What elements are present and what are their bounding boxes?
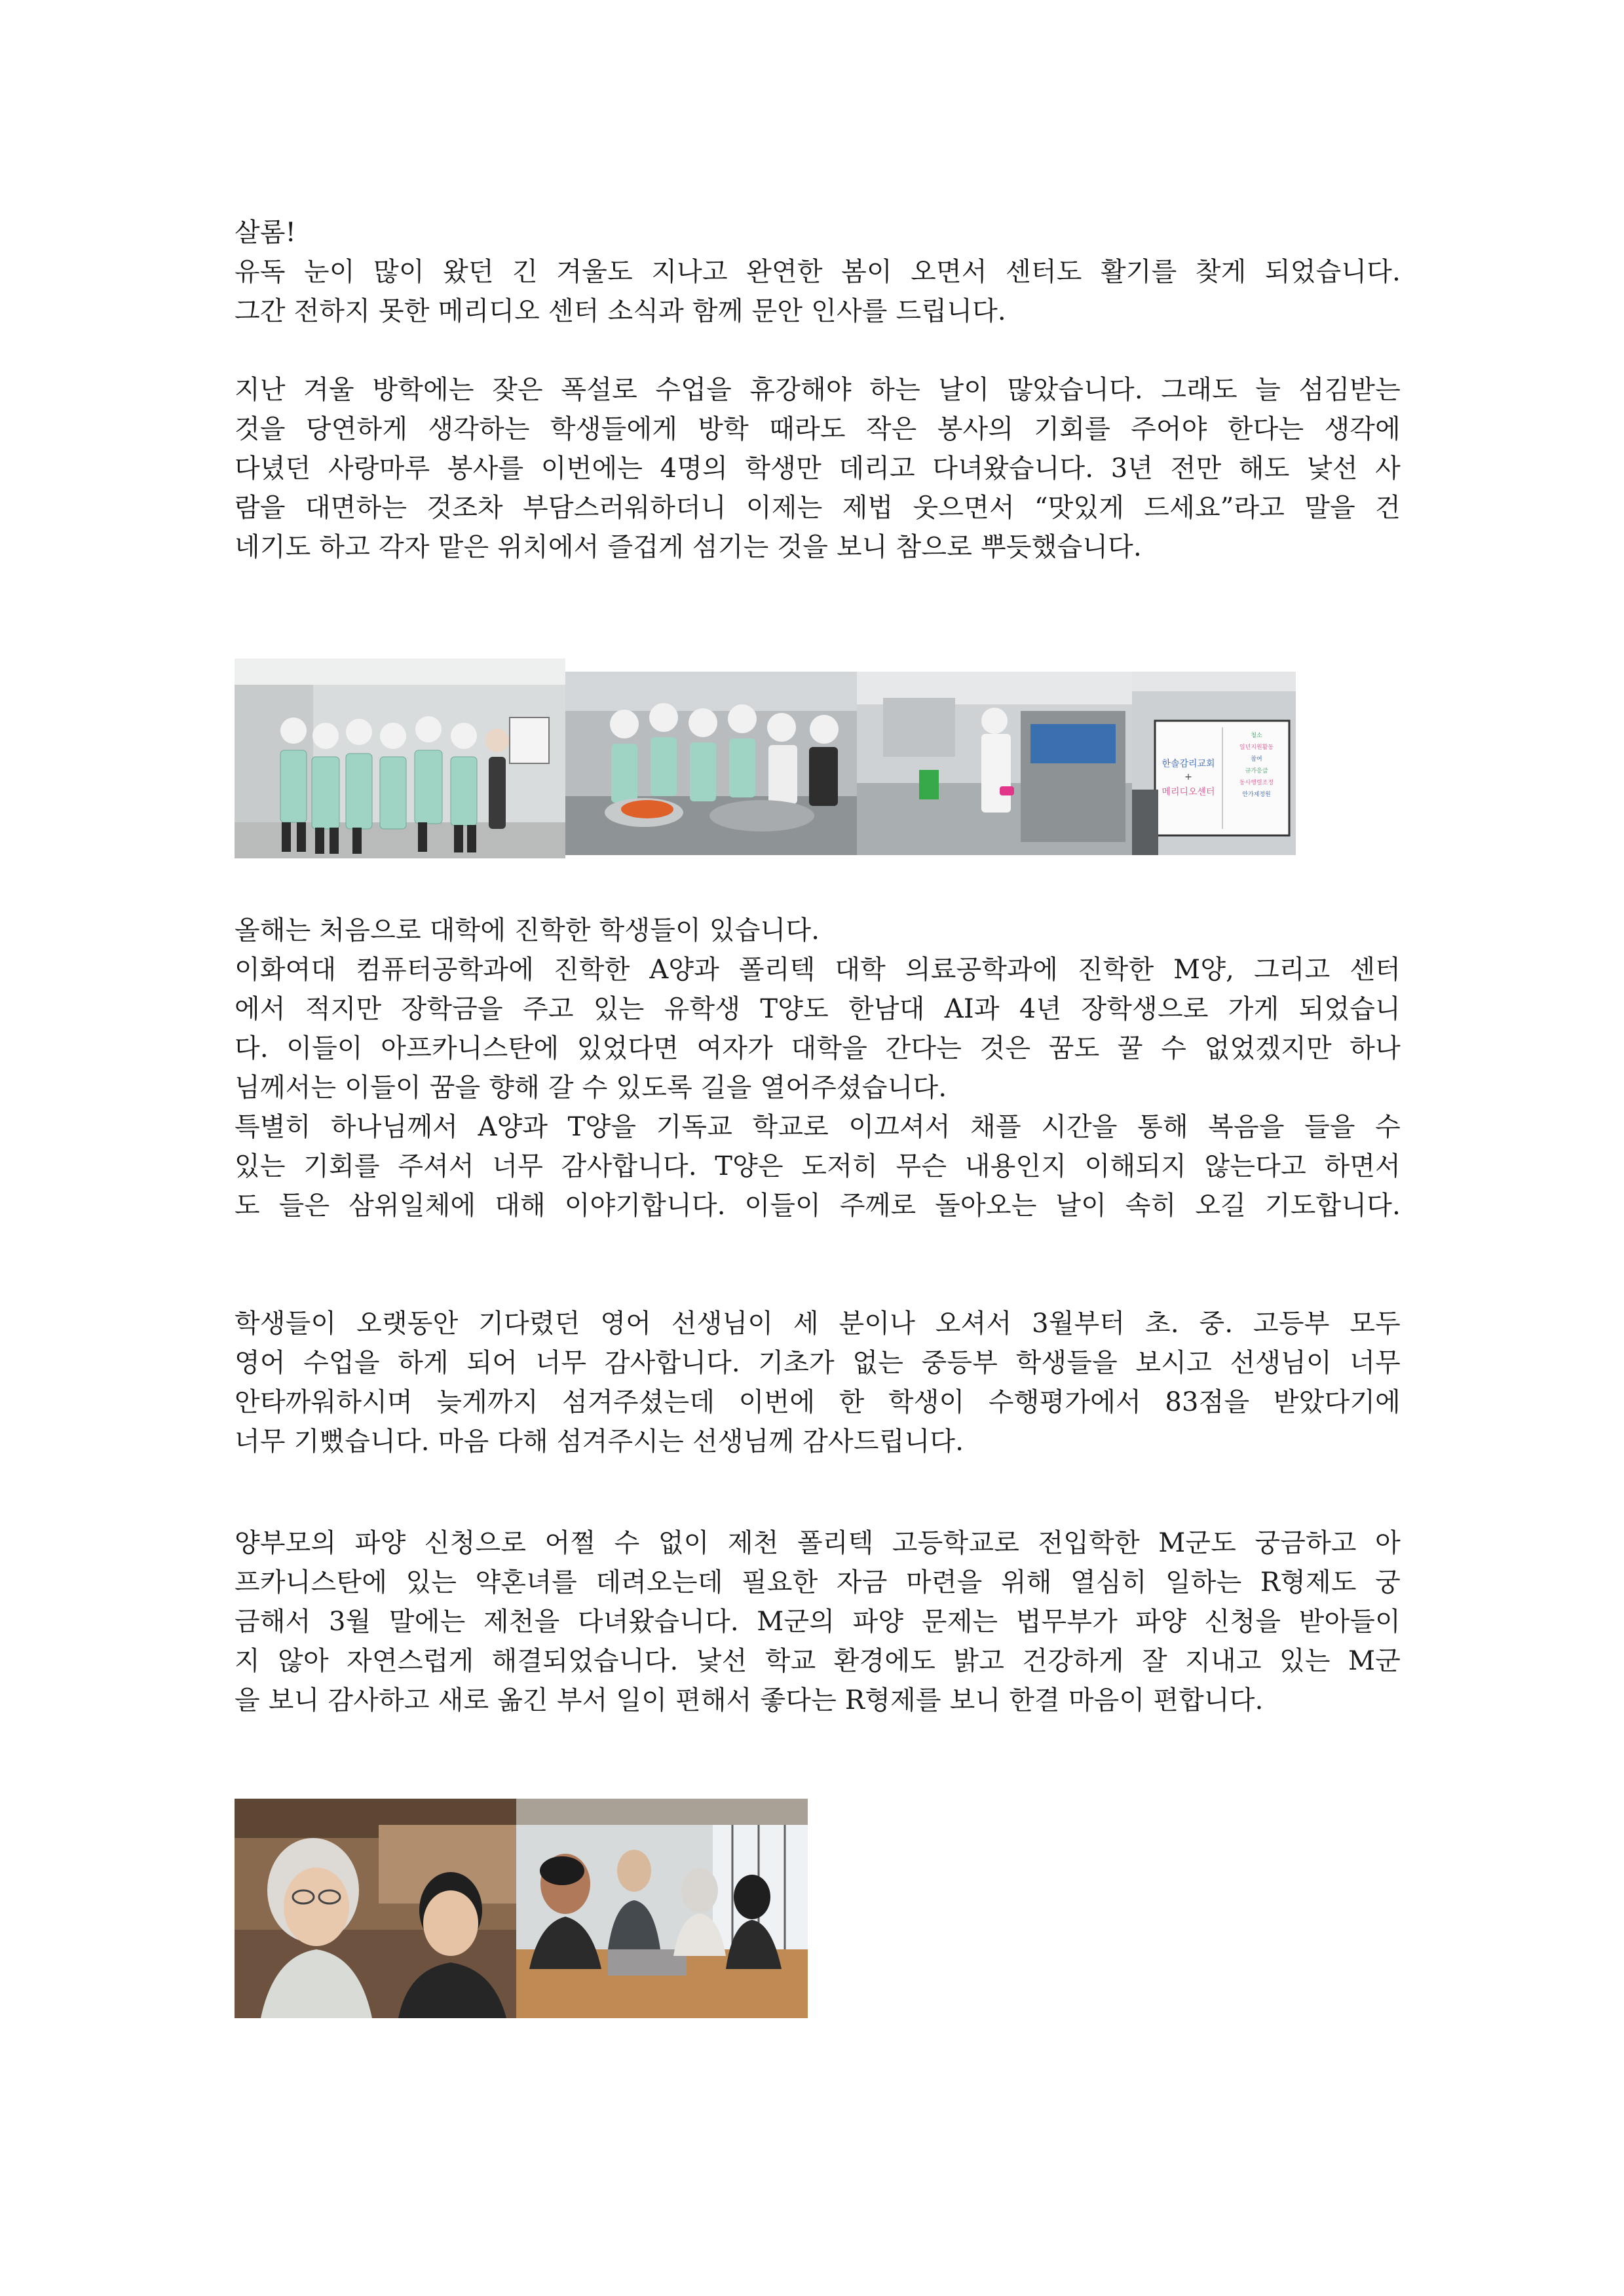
text-line: 것을 당연하게 생각하는 학생들에게 방학 때라도 작은 봉사의 기회를 주어야 한다는 생각에 <box>235 414 1401 444</box>
paragraph-english <box>235 1304 1401 1461</box>
text-line: 이화여대 컴퓨터공학과에 진학한 A양과 폴리텍 대학 의료공학과에 진학한 M양, 그리고 센터 <box>235 955 1401 985</box>
text-line: 람을 대면하는 것조차 부담스러워하더니 이제는 제법 웃으면서 “맛있게 드세요”라고 말을 건 <box>235 493 1401 523</box>
text-line: 안타까워하시며 늦게까지 섬겨주셨는데 이번에 한 학생이 수행평가에서 83점을 받았다기에 <box>235 1387 1401 1417</box>
text-line: 유독 눈이 많이 왔던 긴 겨울도 지나고 완연한 봄이 오면서 센터도 활기를 찾게 되었습니다. <box>235 257 1401 287</box>
text-line: 에서 적지만 장학금을 주고 있는 유학생 T양도 한남대 AI과 4년 장학생으로 가게 되었습니 <box>235 994 1401 1024</box>
text-line: 님께서는 이들이 꿈을 향해 갈 수 있도록 길을 열어주셨습니다. <box>235 1073 947 1103</box>
sign-church-text: 한솔감리교회 <box>1161 759 1215 769</box>
greeting-line: 살롬! <box>235 218 296 248</box>
paragraph-volunteer <box>235 370 1401 567</box>
sign-right-text: 규가응급 <box>1245 768 1268 775</box>
cafe-group-photo <box>516 1799 808 2018</box>
selfie-photo <box>235 1799 516 2018</box>
sign-center-text: 메리디오센터 <box>1161 787 1215 797</box>
paragraph-greeting <box>235 213 1401 331</box>
text-line: 영어 수업을 하게 되어 너무 감사합니다. 기초가 없는 중등부 학생들을 보시고 선생님이 너무 <box>235 1348 1401 1378</box>
sign-right-text: 안가제정원 <box>1242 792 1271 798</box>
group-photo <box>235 659 565 858</box>
text-line: 다. 이들이 아프카니스탄에 있었다면 여자가 대학을 간다는 것은 꿈도 꿀 수 없었겠지만 하나 <box>235 1033 1401 1063</box>
sign-right-text: 청소 <box>1251 733 1262 739</box>
sign-plus-text: + <box>1184 772 1192 782</box>
text-line: 도 들은 삼위일체에 대해 이야기합니다. 이들이 주께로 돌아오는 날이 속히 오길 기도합니다. <box>235 1191 1401 1221</box>
text-line: 있는 기회를 주셔서 너무 감사합니다. T양은 도저히 무슨 내용인지 이해되지 않는다고 하면서 <box>235 1151 1401 1181</box>
text-line: 양부모의 파양 신청으로 어쩔 수 없이 제천 폴리텍 고등학교로 전입학한 M군도 궁금하고 아 <box>235 1528 1401 1558</box>
jecheon-photo-row <box>235 1799 808 2018</box>
paragraph-university <box>235 911 1401 1225</box>
paragraph-jecheon <box>235 1523 1401 1720</box>
text-line: 너무 기뻤습니다. 마음 다해 섬겨주시는 선생님께 감사드립니다. <box>235 1426 964 1457</box>
text-line: 올해는 처음으로 대학에 진학한 학생들이 있습니다. <box>235 915 820 946</box>
kitchen-prep-photo <box>565 672 857 855</box>
sign-right-text: 일년지원활동 <box>1239 744 1274 751</box>
event-sign-photo <box>1132 672 1296 855</box>
text-line: 지 않아 자연스럽게 해결되었습니다. 낯선 학교 환경에도 밝고 건강하게 잘 지내고 있는 M군 <box>235 1646 1401 1676</box>
text-line: 네기도 하고 각자 맡은 위치에서 즐겁게 섬기는 것을 보니 참으로 뿌듯했습니다. <box>235 532 1142 562</box>
text-line: 금해서 3월 말에는 제천을 다녀왔습니다. M군의 파양 문제는 법무부가 파양 신청을 받아들이 <box>235 1607 1401 1637</box>
text-line: 그간 전하지 못한 메리디오 센터 소식과 함께 문안 인사를 드립니다. <box>235 296 1006 326</box>
text-line: 프카니스탄에 있는 약혼녀를 데려오는데 필요한 자금 마련을 위해 열심히 일하는 R형제도 궁 <box>235 1567 1401 1598</box>
text-line: 특별히 하나님께서 A양과 T양을 기독교 학교로 이끄셔서 채플 시간을 통해 복음을 들을 수 <box>235 1112 1401 1142</box>
text-line: 다녔던 사랑마루 봉사를 이번에는 4명의 학생만 데리고 다녀왔습니다. 3년 전만 해도 낯선 사 <box>235 453 1401 484</box>
dishwashing-photo <box>857 672 1132 855</box>
sign-right-text: 동사행렬조정 <box>1239 780 1274 786</box>
text-line: 학생들이 오랫동안 기다렸던 영어 선생님이 세 분이나 오셔서 3월부터 초. 중. 고등부 모두 <box>235 1309 1401 1339</box>
volunteer-photo-row <box>235 659 1296 858</box>
text-line: 지난 겨울 방학에는 잦은 폭설로 수업을 휴강해야 하는 날이 많았습니다. 그래도 늘 섬김받는 <box>235 375 1401 405</box>
text-line: 을 보니 감사하고 새로 옮긴 부서 일이 편해서 좋다는 R형제를 보니 한결 마음이 편합니다. <box>235 1685 1264 1715</box>
sign-right-text: 참여 <box>1251 756 1262 763</box>
